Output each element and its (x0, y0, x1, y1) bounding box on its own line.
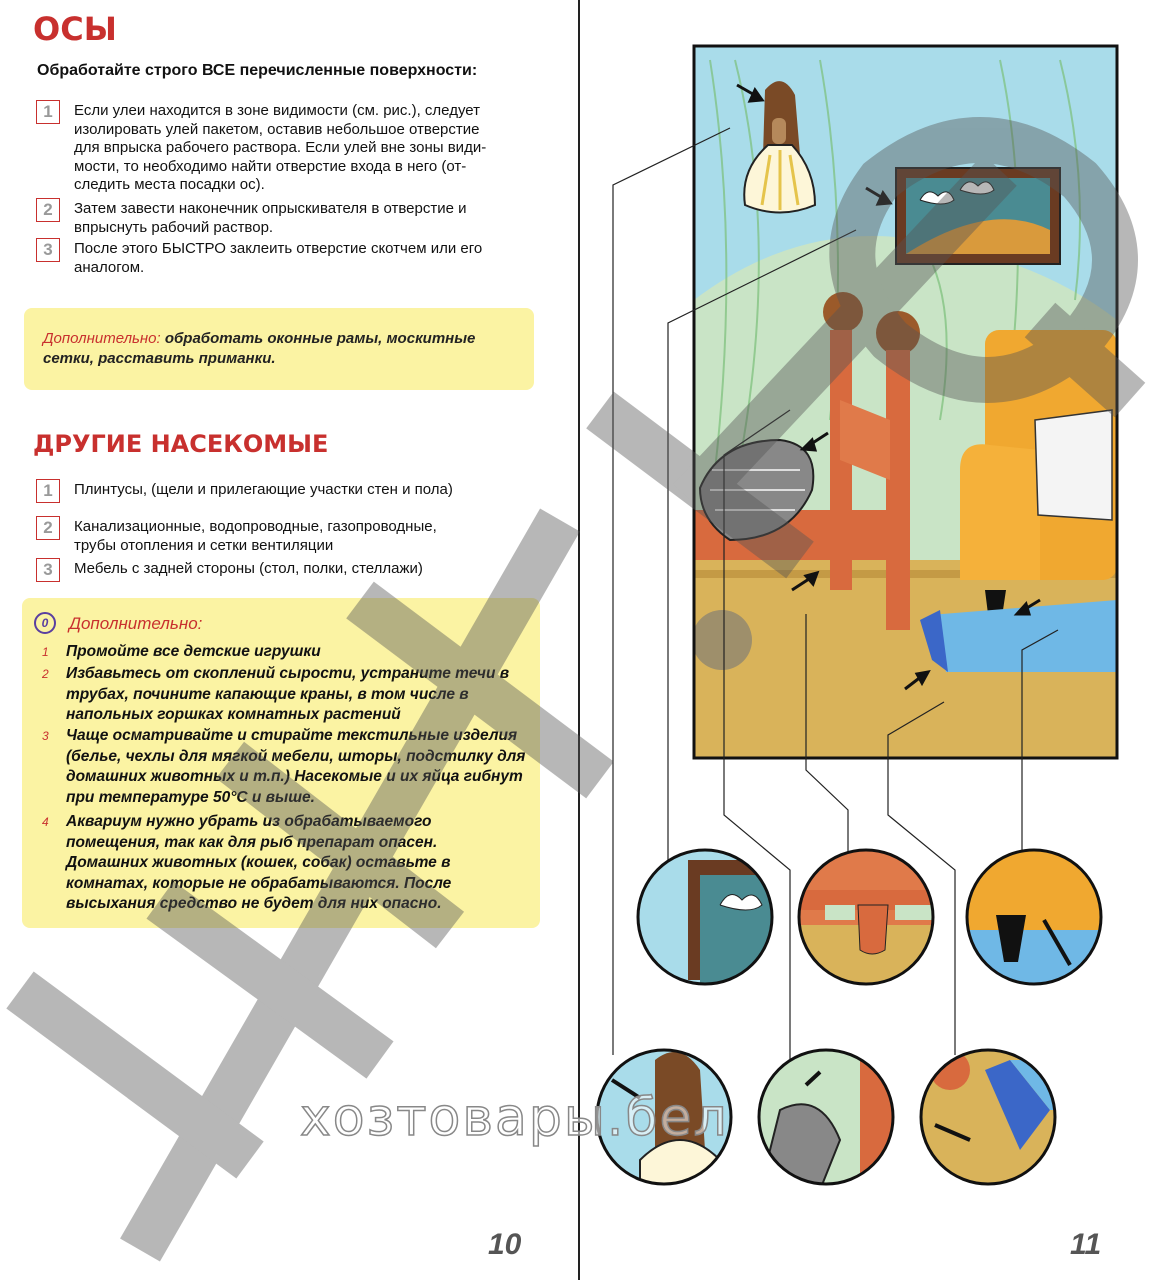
list-item-text: изолировать улей пакетом, оставив небольшое отверстие (74, 120, 480, 138)
list-item-text: впрыснуть рабочий раствор. (74, 218, 274, 236)
list-item-text: помещения, так как для рыб препарат опасен. (66, 833, 438, 851)
list-item-text: напольных горшках комнатных растений (66, 706, 401, 723)
page-number-left: 10 (488, 1228, 522, 1261)
list-number: 2 (36, 516, 60, 540)
list-number: 3 (36, 558, 60, 582)
others-title: ДРУГИЕ НАСЕКОМЫЕ (33, 430, 329, 458)
list-item-text: Аквариум нужно убрать из обрабатываемого (66, 813, 432, 830)
list-number: 1 (42, 645, 49, 659)
list-item-text: Мебель с задней стороны (стол, полки, стеллажи) (74, 560, 423, 577)
wasps-note-text-2: сетки, расставить приманки. (43, 350, 276, 367)
list-item-text: Канализационные, водопроводные, газопроводные, (74, 518, 437, 535)
wasps-note (24, 308, 534, 390)
list-item-text: Домашних животных (кошек, собак) оставьте в (66, 854, 451, 871)
list-item-text: трубах, почините капающие краны, в том числе в (66, 685, 469, 703)
list-number: 3 (42, 729, 49, 743)
list-item-text: Избавьтесь от скоплений сырости, устраните течи в (66, 665, 510, 682)
wasps-subtitle: Обработайте строго ВСЕ перечисленные поверхности: (37, 62, 478, 79)
list-item-text: После этого БЫСТРО заклеить отверстие скотчем или его (74, 240, 483, 257)
extra-badge: 0 (34, 612, 56, 634)
list-number: 4 (42, 815, 49, 829)
list-number: 2 (36, 198, 60, 222)
list-number: 1 (36, 479, 60, 503)
wasps-title: ОСЫ (33, 10, 117, 48)
list-item-text: Если улеи находится в зоне видимости (см. рис.), следует (74, 102, 480, 119)
zoom-circle-rug-corner (921, 1050, 1060, 1184)
list-item-text: при температуре 50°С и выше. (66, 788, 315, 806)
list-item-text: для впрыска рабочего раствора. Если улей вне зоны види- (74, 139, 487, 156)
list-item-text: домашних животных и т.п.) Насекомые и их яйца гибнут (66, 768, 523, 785)
zoom-circle-lamp (597, 1050, 731, 1190)
zoom-circle-chair-leg (790, 850, 950, 995)
zoom-circle-vent (759, 1050, 900, 1190)
list-item-text: комнатах, которые не обрабатываются. После (66, 874, 452, 892)
list-item-text: Чаще осматривайте и стирайте текстильные изделия (66, 727, 518, 744)
zoom-circle-sofa-leg (960, 850, 1110, 990)
list-item-text: высыхания средство не будет для них опасно. (66, 895, 442, 912)
list-item-text: следить места посадки ос). (74, 176, 265, 193)
list-item-text: Плинтусы, (щели и прилегающие участки стен и пола) (74, 481, 453, 498)
wasps-note-label: Дополнительно: (43, 330, 161, 347)
list-number: 2 (42, 667, 49, 681)
list-item-text: аналогом. (74, 258, 145, 276)
room-illustration (580, 0, 1155, 1280)
list-item-text: мости, то необходимо найти отверстие входа в него (от- (74, 157, 467, 175)
zoom-circle-picture (638, 850, 780, 985)
site-watermark: хозтовары.бел (300, 1088, 729, 1148)
list-item-text: Затем завести наконечник опрыскивателя в отверстие и (74, 200, 467, 217)
list-number: 1 (36, 100, 60, 124)
page-number-right: 11 (1070, 1228, 1102, 1261)
extra-title: Дополнительно: (69, 614, 203, 633)
list-item-text: (белье, чехлы для мягкой мебели, шторы, подстилку для (66, 747, 526, 765)
pillow (1035, 410, 1112, 520)
list-number: 3 (36, 238, 60, 262)
list-item-text: Промойте все детские игрушки (66, 643, 321, 660)
list-item-text: трубы отопления и сетки вентиляции (74, 536, 334, 554)
wasps-note-text: обработать оконные рамы, москитные (160, 330, 476, 347)
room-scene (692, 46, 1117, 760)
